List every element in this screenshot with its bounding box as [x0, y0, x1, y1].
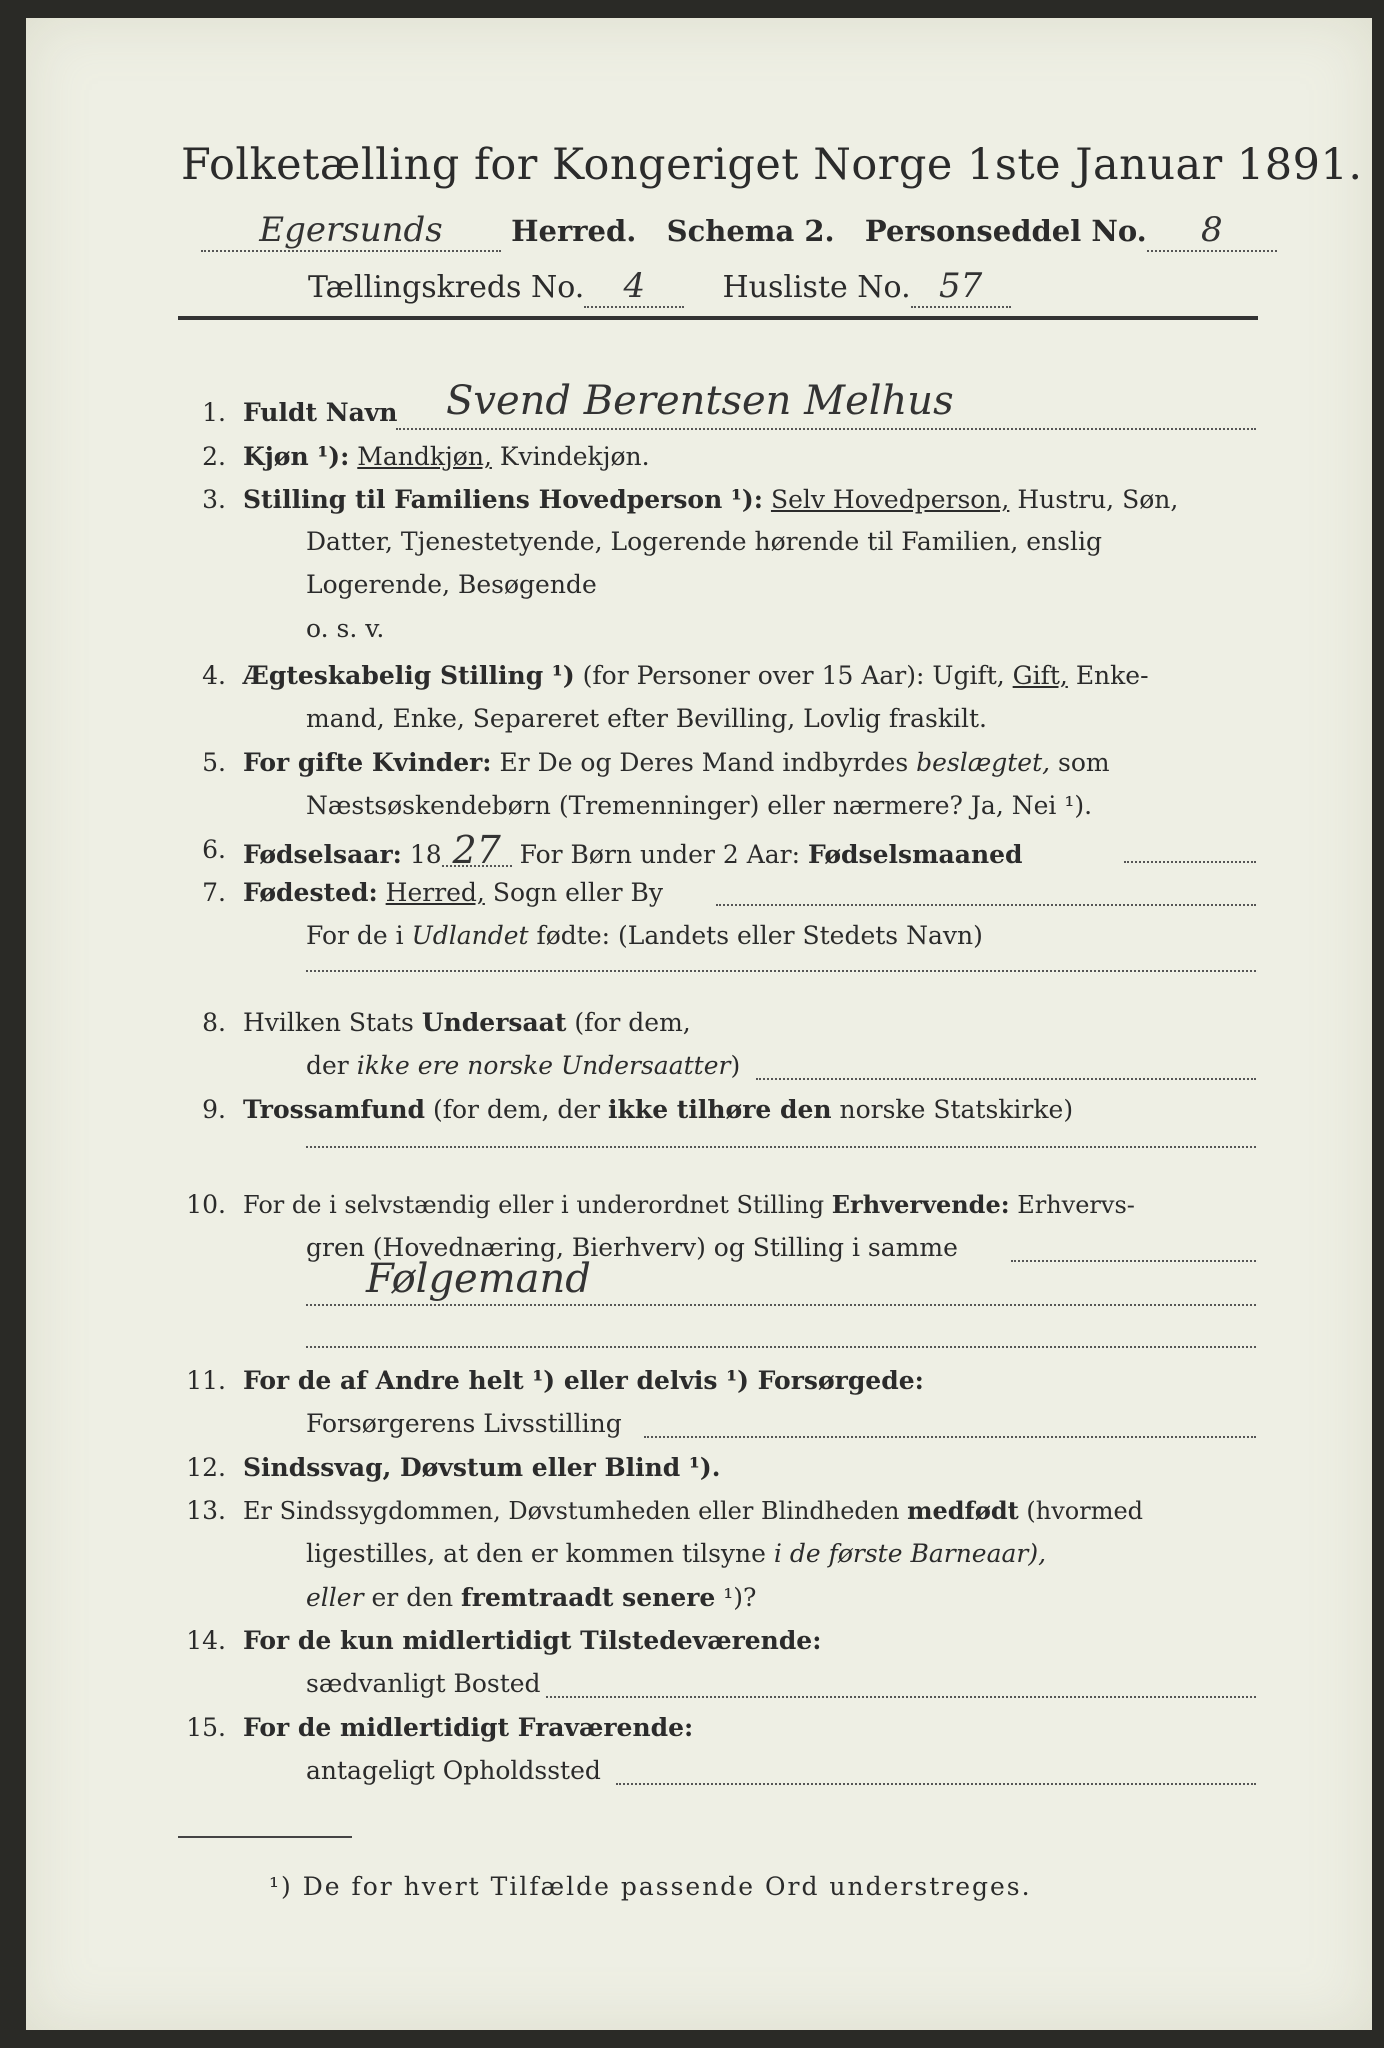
- item-number: 15.: [186, 1713, 226, 1742]
- item-number: 5.: [202, 748, 226, 777]
- item-3-line2: Datter, Tjenestetyende, Logerende hørende til Familien, enslig: [306, 527, 1103, 556]
- item-number: 9.: [202, 1095, 226, 1124]
- item-number: 2.: [202, 442, 226, 471]
- herred-label: Herred.: [511, 214, 637, 248]
- item-5-line2: Næstsøskendebørn (Tremenninger) eller nærmere? Ja, Nei ¹).: [306, 791, 1093, 820]
- item-number: 1.: [202, 398, 226, 427]
- item-label: Trossamfund: [243, 1095, 426, 1124]
- occupation-line-2: [306, 1304, 1256, 1306]
- item-number: 13.: [186, 1496, 226, 1525]
- personseddel-value: 8: [1147, 210, 1277, 252]
- text: eller: [306, 1583, 364, 1612]
- herred-line: [201, 210, 1277, 252]
- item-number: 3.: [202, 485, 226, 514]
- item-label: For gifte Kvinder:: [243, 748, 492, 777]
- taellingskreds-label: Tællingskreds No.: [308, 270, 585, 305]
- item-label: Ægteskabelig Stilling ¹): [243, 661, 575, 690]
- text: Enke-: [1075, 661, 1149, 690]
- husliste-value: 57: [911, 266, 1011, 308]
- item-13-line2: [306, 1539, 1046, 1569]
- taellingskreds-value: 4: [584, 266, 684, 308]
- item-label: Stilling til Familiens Hovedperson ¹):: [243, 485, 763, 514]
- item-3-line3: Logerende, Besøgende: [306, 570, 597, 599]
- footnote-rule: [178, 1836, 352, 1838]
- text: (hvormed: [1026, 1497, 1144, 1525]
- item-label: Fødselsaar:: [243, 840, 402, 869]
- text: norske Statskirke): [839, 1095, 1074, 1124]
- text: ¹)?: [723, 1583, 757, 1612]
- item-label: For de midlertidigt Fraværende:: [243, 1713, 694, 1742]
- item-4-line2: mand, Enke, Separeret efter Bevilling, Lovlig fraskilt.: [306, 704, 987, 733]
- option: Hustru, Søn,: [1017, 485, 1179, 514]
- birthplace-line: [716, 904, 1256, 906]
- occupation-line-1: [1011, 1260, 1256, 1262]
- residence-line: [546, 1696, 1256, 1698]
- text: Sogn eller By: [492, 878, 664, 907]
- item-15-line2: antageligt Opholdssted: [306, 1756, 601, 1785]
- footnote: ¹) De for hvert Tilfælde passende Ord understreges.: [269, 1872, 1032, 1901]
- name-line: [396, 428, 1256, 430]
- text: ikke tilhøre den: [608, 1095, 832, 1124]
- name-value: Svend Berentsen Melhus: [446, 378, 954, 424]
- text: Er Sindssygdommen, Døvstumheden eller Blindheden: [243, 1497, 900, 1525]
- text: Udlandet: [411, 921, 529, 950]
- text: Er De og Deres Mand indbyrdes: [499, 748, 909, 777]
- text: fødte: (Landets eller Stedets Navn): [536, 921, 983, 950]
- item-label: Erhvervende:: [831, 1190, 1010, 1219]
- text: ligestilles, at den er kommen tilsyne: [306, 1539, 766, 1568]
- text: ikke ere norske Undersaatter: [356, 1051, 731, 1080]
- text: (for dem,: [574, 1008, 691, 1037]
- header-rule: [178, 316, 1258, 320]
- text: i de første Barneaar),: [773, 1539, 1047, 1568]
- item-number: 10.: [186, 1190, 226, 1219]
- stay-line: [616, 1783, 1256, 1785]
- text: som: [1058, 748, 1110, 777]
- text: Hvilken Stats: [243, 1008, 414, 1037]
- text: Erhvervs-: [1017, 1191, 1135, 1219]
- kreds-line: [308, 266, 1011, 308]
- item-label: Kjøn ¹):: [243, 442, 350, 471]
- census-form: [26, 18, 1372, 2030]
- husliste-label: Husliste No.: [722, 270, 911, 305]
- item-label: For de kun midlertidigt Tilstedeværende:: [243, 1626, 822, 1655]
- item-label: Undersaat: [421, 1008, 567, 1037]
- herred-value: Egersunds: [201, 210, 501, 252]
- year-prefix: 18: [409, 840, 442, 869]
- item-label: medfødt: [907, 1496, 1019, 1525]
- item-label: Sindssvag, Døvstum eller Blind ¹).: [243, 1453, 721, 1482]
- item-11-line2: Forsørgerens Livsstilling: [306, 1409, 622, 1438]
- item-number: 4.: [202, 661, 226, 690]
- item-label: Fuldt Navn: [243, 398, 398, 427]
- item-number: 12.: [186, 1453, 226, 1482]
- text: (for Personer over 15 Aar): Ugift,: [582, 661, 1005, 690]
- religion-line: [306, 1146, 1256, 1148]
- option: Kvindekjøn.: [499, 442, 650, 471]
- item-8-line2: der ikke ere norske Undersaatter): [306, 1051, 741, 1080]
- citizenship-line: [756, 1078, 1256, 1080]
- item-label: Fødselsmaaned: [808, 840, 1023, 869]
- item-7-line2: [306, 921, 983, 951]
- text: (for dem, der: [432, 1095, 601, 1124]
- birth-year-value: 27: [442, 835, 512, 867]
- personseddel-label: Personseddel No.: [864, 214, 1147, 248]
- item-number: 14.: [186, 1626, 226, 1655]
- item-label: For de af Andre helt ¹) eller delvis ¹) Forsørgede:: [243, 1366, 924, 1395]
- birth-month-line: [1124, 861, 1256, 863]
- occupation-line-3: [306, 1346, 1256, 1348]
- item-10-line2: gren (Hovednæring, Bierhverv) og Stilling i samme: [306, 1233, 958, 1262]
- form-title: Folketælling for Kongeriget Norge 1ste Januar 1891.: [181, 140, 1363, 190]
- schema-label: Schema 2.: [666, 214, 835, 248]
- provider-line: [644, 1436, 1256, 1438]
- text: er den: [371, 1583, 454, 1612]
- text: For de i: [306, 921, 404, 950]
- item-number: 7.: [202, 878, 226, 907]
- item-label: Fødested:: [243, 878, 378, 907]
- item-3-line4: o. s. v.: [306, 614, 385, 643]
- text: fremtraadt senere: [461, 1583, 716, 1612]
- item-13-line3: [306, 1583, 756, 1613]
- text: For de i selvstændig eller i underordnet Stilling: [243, 1191, 825, 1219]
- occupation-value: Følgemand: [366, 1256, 591, 1302]
- selected-option: Selv Hovedperson,: [770, 485, 1010, 514]
- text: For Børn under 2 Aar:: [519, 840, 801, 869]
- item-14-line2: sædvanligt Bosted: [306, 1669, 541, 1698]
- text: der: [306, 1051, 349, 1080]
- selected-option: Mandkjøn,: [357, 442, 492, 471]
- item-number: 8.: [202, 1008, 226, 1037]
- selected-option: Gift,: [1012, 661, 1068, 690]
- text: beslægtet,: [916, 748, 1051, 777]
- item-number: 11.: [186, 1366, 226, 1395]
- selected-option: Herred,: [385, 878, 485, 907]
- foreign-birthplace-line: [306, 970, 1256, 972]
- item-number: 6.: [202, 835, 226, 864]
